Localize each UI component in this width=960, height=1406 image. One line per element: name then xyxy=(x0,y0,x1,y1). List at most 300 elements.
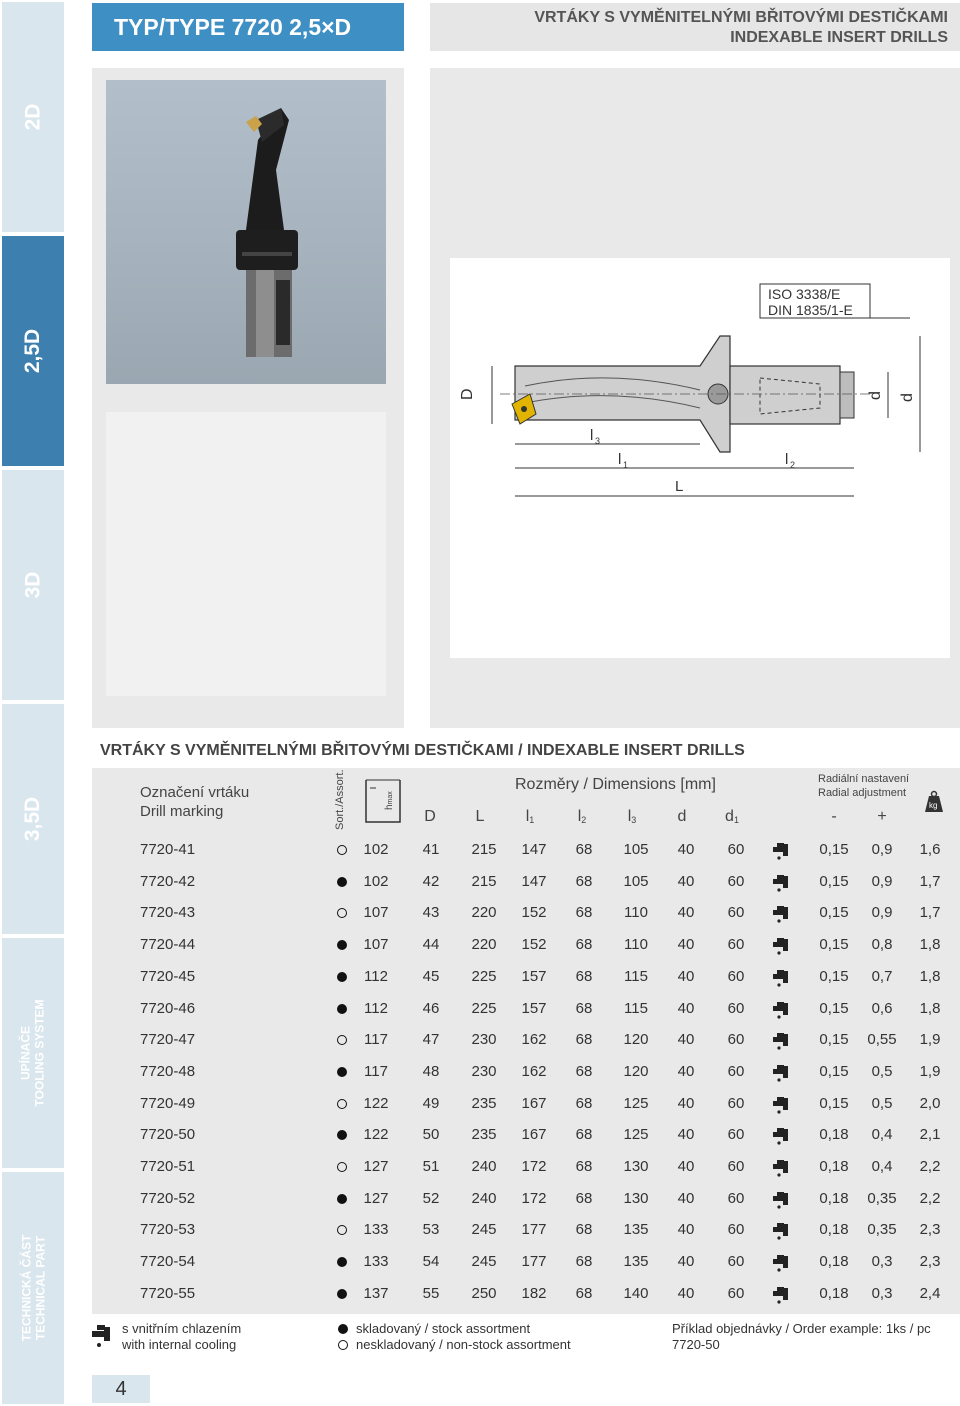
cell-l1: 235 xyxy=(471,1094,497,1112)
nonstock-dot-icon xyxy=(337,1225,347,1235)
col-header-l3-sub: 3 xyxy=(631,815,637,825)
table-row xyxy=(92,1278,960,1310)
nonstock-dot-icon xyxy=(337,1035,347,1045)
cell-l2: 157 xyxy=(521,999,547,1017)
tab-technical-part[interactable] xyxy=(2,1172,64,1404)
cell-minus: 0,15 xyxy=(819,872,849,890)
cell-l1: 230 xyxy=(471,1062,497,1080)
legend-cooling xyxy=(122,1321,241,1353)
cell-l3: 68 xyxy=(575,999,593,1017)
cell-l1: 240 xyxy=(471,1158,497,1175)
cell-d: 140 xyxy=(623,1284,649,1302)
cooling-tap-icon xyxy=(772,1063,794,1083)
tab-2d-label: 2D xyxy=(20,103,44,131)
cell-l2: 157 xyxy=(521,967,547,985)
col-header-l1 xyxy=(510,808,550,826)
subtitle-en: INDEXABLE INSERT DRILLS xyxy=(730,29,948,46)
cell-minus: 0,15 xyxy=(819,936,849,954)
cell-l3: 68 xyxy=(575,904,593,922)
cell-d: 125 xyxy=(623,1126,649,1144)
section-title: VRTÁKY S VYMĚNITELNÝMI BŘITOVÝMI DESTIČKAMI / INDEXABLE INSERT DRILLS xyxy=(100,742,745,759)
weight-icon xyxy=(922,790,946,814)
drill-photo-icon xyxy=(106,80,386,384)
cell-l3: 68 xyxy=(575,1062,593,1080)
drill-code: 7720-47 xyxy=(140,1031,196,1049)
cell-l2: 162 xyxy=(521,1062,547,1080)
table-row xyxy=(92,1056,960,1088)
cell-l3: 68 xyxy=(575,936,593,954)
radial-label-en: Radial adjustment xyxy=(818,787,907,799)
cell-D: 102 xyxy=(363,841,389,858)
col-header-minus: - xyxy=(831,808,837,825)
cell-plus: 0,35 xyxy=(867,1221,897,1239)
order-example: Příklad objednávky / Order example: 1ks / pc 7720-50 xyxy=(672,1321,931,1352)
cell-l3: 68 xyxy=(575,872,593,890)
table-row xyxy=(92,1246,960,1278)
cell-minus: 0,15 xyxy=(819,841,849,858)
cell-L: 48 xyxy=(422,1062,440,1080)
cell-D: 112 xyxy=(364,999,388,1017)
drill-code: 7720-52 xyxy=(140,1189,196,1207)
nonstock-dot-icon xyxy=(337,908,347,918)
cell-plus: 0,5 xyxy=(871,1062,893,1080)
photo-blank-area xyxy=(106,412,386,696)
table-row xyxy=(92,866,960,898)
cell-D: 107 xyxy=(363,936,389,954)
cell-L: 47 xyxy=(422,1031,440,1049)
stock-dot-icon xyxy=(337,972,347,982)
cell-plus: 0,7 xyxy=(871,967,893,985)
col-header-d-text: d xyxy=(677,808,687,825)
dim-label-l3: l xyxy=(590,427,594,444)
cell-kg: 2,4 xyxy=(919,1284,941,1302)
col-header-l2-text: l xyxy=(577,808,582,825)
cell-plus: 0,55 xyxy=(867,1031,897,1049)
cell-l1: 235 xyxy=(471,1126,497,1144)
weight-icon-text: kg xyxy=(929,801,938,810)
drill-code: 7720-55 xyxy=(140,1284,196,1302)
cell-l2: 182 xyxy=(521,1284,547,1302)
cell-L: 42 xyxy=(422,872,440,890)
dim-label-l2: l xyxy=(785,451,789,468)
cell-L: 41 xyxy=(422,841,440,858)
cell-L: 54 xyxy=(422,1253,440,1271)
cell-l1: 220 xyxy=(471,936,497,954)
cooling-tap-icon xyxy=(772,1000,794,1020)
sort-label: Sort./Assort. xyxy=(334,769,346,830)
header-subtitle xyxy=(430,3,960,51)
stock-dot-icon xyxy=(337,1194,347,1204)
cell-minus: 0,18 xyxy=(819,1221,849,1239)
cell-d1: 40 xyxy=(677,841,695,858)
dim-label-D: D xyxy=(459,388,476,400)
drill-code: 7720-46 xyxy=(140,999,196,1017)
cell-kg: 1,8 xyxy=(919,967,941,985)
cell-d: 105 xyxy=(623,872,649,890)
cell-hmax: 60 xyxy=(727,999,745,1017)
product-photo xyxy=(106,80,386,384)
cell-d1: 40 xyxy=(677,1126,695,1144)
stock-dot-icon xyxy=(337,940,347,950)
cell-plus: 0,3 xyxy=(871,1253,893,1271)
cell-d1: 40 xyxy=(677,1062,695,1080)
cell-hmax: 60 xyxy=(727,1253,745,1271)
cell-d1: 40 xyxy=(677,1253,695,1271)
cell-hmax: 60 xyxy=(727,1031,745,1049)
tab-tooling-system[interactable] xyxy=(2,938,64,1168)
cooling-tap-icon xyxy=(90,1322,118,1350)
cell-minus: 0,15 xyxy=(819,1031,849,1049)
cell-hmax: 60 xyxy=(727,967,745,985)
cell-L: 50 xyxy=(422,1126,440,1144)
legend-stock: skladovaný / stock assortment xyxy=(356,1321,531,1336)
cooling-tap-icon xyxy=(772,1095,794,1115)
cell-l3: 68 xyxy=(575,1031,593,1049)
cell-plus: 0,35 xyxy=(867,1189,897,1207)
dim-label-d: d xyxy=(867,391,884,400)
tab-2-5d-label: 2,5D xyxy=(20,328,44,374)
table-row xyxy=(92,961,960,993)
drill-code: 7720-41 xyxy=(140,841,196,858)
cell-hmax: 60 xyxy=(727,1126,745,1144)
cell-l1: 250 xyxy=(471,1284,497,1302)
table-row xyxy=(92,834,960,866)
cell-l1: 225 xyxy=(471,967,497,985)
col-header-D-text: D xyxy=(424,808,436,825)
cell-l1: 220 xyxy=(471,904,497,922)
col-header-l2-sub: 2 xyxy=(581,815,587,825)
technical-drawing xyxy=(430,68,960,728)
cell-plus: 0,5 xyxy=(871,1094,893,1112)
table-row xyxy=(92,929,960,961)
col-header-L xyxy=(460,808,500,826)
cell-L: 52 xyxy=(422,1189,440,1207)
cell-minus: 0,15 xyxy=(819,999,849,1017)
col-header-D xyxy=(410,808,450,826)
cooling-tap-icon xyxy=(772,1285,794,1305)
tab-2-5d[interactable] xyxy=(2,236,64,466)
cell-D: 133 xyxy=(363,1253,389,1271)
cooling-tap-icon xyxy=(772,1190,794,1210)
table-row xyxy=(92,1151,960,1183)
technical-drawing-frame xyxy=(430,68,960,728)
cell-kg: 2,1 xyxy=(919,1126,941,1144)
col-header-l2 xyxy=(562,808,602,826)
cell-L: 43 xyxy=(422,904,440,922)
drill-code: 7720-45 xyxy=(140,967,196,985)
cell-minus: 0,15 xyxy=(819,904,849,922)
cell-kg: 1,6 xyxy=(919,841,941,858)
cell-minus: 0,15 xyxy=(819,1062,849,1080)
cell-d1: 40 xyxy=(677,1094,695,1112)
cell-L: 51 xyxy=(422,1158,440,1175)
col-header-L-text: L xyxy=(475,808,485,825)
cell-minus: 0,18 xyxy=(819,1158,849,1175)
cell-l1: 225 xyxy=(471,999,497,1017)
cell-d: 115 xyxy=(624,999,648,1017)
cell-l3: 68 xyxy=(575,1158,593,1175)
cooling-tap-icon xyxy=(772,873,794,893)
cell-l1: 215 xyxy=(471,872,497,890)
cell-minus: 0,18 xyxy=(819,1253,849,1271)
cell-l2: 147 xyxy=(521,841,547,858)
cell-l3: 68 xyxy=(575,1126,593,1144)
legend-nonstock-dot-icon xyxy=(338,1340,348,1350)
cell-l2: 167 xyxy=(521,1126,547,1144)
table-row xyxy=(92,993,960,1025)
cell-D: 102 xyxy=(363,872,389,890)
cell-L: 46 xyxy=(422,999,440,1017)
cooling-tap-icon xyxy=(772,1158,794,1178)
cell-minus: 0,18 xyxy=(819,1189,849,1207)
cell-plus: 0,6 xyxy=(871,999,893,1017)
cell-kg: 2,0 xyxy=(919,1094,941,1112)
col-header-l3 xyxy=(612,808,652,826)
cell-d: 135 xyxy=(623,1221,649,1239)
cell-d1: 40 xyxy=(677,1189,695,1207)
cell-d1: 40 xyxy=(677,872,695,890)
table-row xyxy=(92,897,960,929)
cell-l2: 167 xyxy=(521,1094,547,1112)
cell-minus: 0,18 xyxy=(819,1126,849,1144)
marking-label-en: Drill marking xyxy=(140,803,224,820)
cell-l1: 245 xyxy=(471,1221,497,1239)
cell-D: 127 xyxy=(363,1189,389,1207)
cell-D: 133 xyxy=(363,1221,389,1239)
drill-code: 7720-49 xyxy=(140,1094,196,1112)
col-header-plus: + xyxy=(877,808,887,825)
page-title: TYP/TYPE 7720 2,5×D xyxy=(92,3,404,51)
cell-d1: 40 xyxy=(677,936,695,954)
cell-d1: 40 xyxy=(677,967,695,985)
cell-d1: 40 xyxy=(677,1031,695,1049)
drill-code: 7720-53 xyxy=(140,1221,196,1239)
cell-l1: 245 xyxy=(471,1253,497,1271)
cell-l3: 68 xyxy=(575,1189,593,1207)
stock-dot-icon xyxy=(337,1130,347,1140)
tab-3d[interactable] xyxy=(2,470,64,700)
cell-l1: 240 xyxy=(471,1189,497,1207)
cell-plus: 0,4 xyxy=(871,1126,893,1144)
cell-minus: 0,18 xyxy=(819,1284,849,1302)
legend-cooling-cz: s vnitřním chlazením xyxy=(122,1321,242,1336)
cooling-tap-icon xyxy=(772,968,794,988)
cell-d1: 40 xyxy=(677,1221,695,1239)
dim-label-l1-sub: 1 xyxy=(623,460,629,470)
cell-hmax: 60 xyxy=(727,1062,745,1080)
cell-kg: 1,9 xyxy=(919,1031,941,1049)
cell-l2: 152 xyxy=(521,936,547,954)
cell-minus: 0,15 xyxy=(819,1094,849,1112)
legend-nonstock: neskladovaný / non-stock assortment xyxy=(356,1337,571,1352)
cooling-tap-icon xyxy=(772,1221,794,1241)
cell-kg: 2,2 xyxy=(919,1189,941,1207)
marking-label-cz: Označení vrtáku xyxy=(140,784,250,801)
cell-kg: 2,2 xyxy=(919,1158,941,1175)
stock-dot-icon xyxy=(337,877,347,887)
cell-plus: 0,9 xyxy=(871,904,893,922)
tab-3d-label: 3D xyxy=(20,571,44,599)
cell-L: 49 xyxy=(422,1094,440,1112)
table-row xyxy=(92,1183,960,1215)
cell-d1: 40 xyxy=(677,999,695,1017)
cell-plus: 0,4 xyxy=(871,1158,893,1175)
hmax-letter: h xyxy=(384,804,395,810)
cell-l2: 162 xyxy=(521,1031,547,1049)
side-navigation xyxy=(0,0,64,1406)
cell-l1: 215 xyxy=(471,841,497,858)
cell-d: 110 xyxy=(624,904,648,922)
stock-dot-icon xyxy=(337,1004,347,1014)
subtitle-cz: VRTÁKY S VYMĚNITELNÝMI BŘITOVÝMI DESTIČKAMI xyxy=(534,9,948,26)
cell-d: 135 xyxy=(623,1253,649,1271)
drill-code: 7720-44 xyxy=(140,936,196,954)
table-row xyxy=(92,1119,960,1151)
cell-hmax: 60 xyxy=(727,1221,745,1239)
dim-label-l2-sub: 2 xyxy=(790,460,796,470)
hmax-icon xyxy=(362,776,404,828)
cell-D: 122 xyxy=(363,1094,389,1112)
cell-d: 130 xyxy=(623,1189,649,1207)
legend-cooling-en: with internal cooling xyxy=(122,1337,237,1352)
cooling-tap-icon xyxy=(772,1031,794,1051)
drill-code: 7720-50 xyxy=(140,1126,196,1144)
cell-D: 107 xyxy=(363,904,389,922)
cell-d: 105 xyxy=(623,841,649,858)
cell-d: 110 xyxy=(624,936,648,954)
cell-L: 45 xyxy=(422,967,440,985)
dim-label-l1: l xyxy=(618,451,622,468)
drill-code: 7720-48 xyxy=(140,1062,196,1080)
stock-dot-icon xyxy=(337,1067,347,1077)
cell-L: 44 xyxy=(422,936,440,954)
stock-dot-icon xyxy=(337,1257,347,1267)
cell-plus: 0,9 xyxy=(871,841,893,858)
col-header-d1-text: d xyxy=(725,808,734,825)
page-number: 4 xyxy=(92,1375,150,1403)
product-photo-frame xyxy=(92,68,404,728)
cell-l3: 68 xyxy=(575,1253,593,1271)
col-header-d1-sub: 1 xyxy=(733,815,739,825)
cell-d: 115 xyxy=(624,967,648,985)
cell-l1: 230 xyxy=(471,1031,497,1049)
cell-hmax: 60 xyxy=(727,904,745,922)
table-row xyxy=(92,1214,960,1246)
hmax-sub: max xyxy=(387,791,394,805)
cell-l3: 68 xyxy=(575,841,593,858)
cell-L: 55 xyxy=(422,1284,440,1302)
cell-plus: 0,8 xyxy=(871,936,893,954)
cell-hmax: 60 xyxy=(727,1158,745,1175)
cooling-tap-icon xyxy=(772,1126,794,1146)
cell-l2: 177 xyxy=(521,1253,547,1271)
cell-D: 117 xyxy=(364,1062,388,1080)
cell-d: 120 xyxy=(623,1062,649,1080)
cell-kg: 2,3 xyxy=(919,1221,941,1239)
cell-l3: 68 xyxy=(575,1094,593,1112)
cell-plus: 0,3 xyxy=(871,1284,893,1302)
drill-code: 7720-51 xyxy=(140,1158,196,1175)
drill-code: 7720-54 xyxy=(140,1253,196,1271)
cell-D: 122 xyxy=(363,1126,389,1144)
hmax-label xyxy=(384,791,395,810)
cell-l2: 177 xyxy=(521,1221,547,1239)
col-header-l1-text: l xyxy=(525,808,530,825)
cell-minus: 0,15 xyxy=(819,967,849,985)
cell-d: 130 xyxy=(623,1158,649,1175)
cell-hmax: 60 xyxy=(727,841,745,858)
cell-d1: 40 xyxy=(677,1284,695,1302)
cell-kg: 1,8 xyxy=(919,936,941,954)
cell-d: 120 xyxy=(623,1031,649,1049)
nonstock-dot-icon xyxy=(337,845,347,855)
col-header-l1-sub: 1 xyxy=(529,815,535,825)
dimensions-label: Rozměry / Dimensions [mm] xyxy=(515,776,716,793)
cell-hmax: 60 xyxy=(727,1189,745,1207)
cell-d1: 40 xyxy=(677,904,695,922)
cell-l3: 68 xyxy=(575,967,593,985)
cell-hmax: 60 xyxy=(727,1094,745,1112)
cell-d1: 40 xyxy=(677,1158,695,1175)
cell-kg: 1,7 xyxy=(919,872,941,890)
tab-2d[interactable] xyxy=(2,2,64,232)
drill-code: 7720-42 xyxy=(140,872,196,890)
cell-l2: 147 xyxy=(521,872,547,890)
radial-label-cz: Radiální nastavení xyxy=(818,773,910,785)
cell-d: 125 xyxy=(623,1094,649,1112)
dim-label-l3-sub: 3 xyxy=(595,436,601,446)
cell-l2: 172 xyxy=(521,1189,547,1207)
dim-label-L: L xyxy=(675,478,684,495)
tab-tooling-system-label: UPÍNAČE TOOLING SYSTEM xyxy=(19,999,47,1107)
cell-kg: 2,3 xyxy=(919,1253,941,1271)
cell-l3: 68 xyxy=(575,1221,593,1239)
cell-L: 53 xyxy=(422,1221,440,1239)
cell-D: 137 xyxy=(363,1284,389,1302)
drill-code: 7720-43 xyxy=(140,904,196,922)
cell-hmax: 60 xyxy=(727,936,745,954)
cell-kg: 1,8 xyxy=(919,999,941,1017)
tab-3-5d[interactable] xyxy=(2,704,64,934)
cooling-tap-icon xyxy=(772,936,794,956)
cooling-tap-icon xyxy=(772,841,794,861)
col-header-l3-text: l xyxy=(627,808,632,825)
dim-label-d1: d xyxy=(899,393,916,402)
cell-l3: 68 xyxy=(575,1284,593,1302)
cell-hmax: 60 xyxy=(727,1284,745,1302)
table-row xyxy=(92,1088,960,1120)
nonstock-dot-icon xyxy=(337,1162,347,1172)
cell-D: 112 xyxy=(364,967,388,985)
standard-din: DIN 1835/1-E xyxy=(768,302,853,318)
cell-D: 117 xyxy=(364,1031,388,1049)
cell-kg: 1,9 xyxy=(919,1062,941,1080)
cell-l2: 172 xyxy=(521,1158,547,1175)
cell-plus: 0,9 xyxy=(871,872,893,890)
cooling-tap-icon xyxy=(772,904,794,924)
cooling-tap-icon xyxy=(772,1253,794,1273)
stock-dot-icon xyxy=(337,1289,347,1299)
nonstock-dot-icon xyxy=(337,1099,347,1109)
col-header-d xyxy=(662,808,702,826)
cell-hmax: 60 xyxy=(727,872,745,890)
cell-kg: 1,7 xyxy=(919,904,941,922)
tab-3-5d-label: 3,5D xyxy=(20,796,44,842)
cell-D: 127 xyxy=(363,1158,389,1175)
tab-technical-part-label: TECHNICKÁ ČÁST TECHNICAL PART xyxy=(19,1234,48,1342)
cell-l2: 152 xyxy=(521,904,547,922)
col-header-d1 xyxy=(712,808,752,826)
